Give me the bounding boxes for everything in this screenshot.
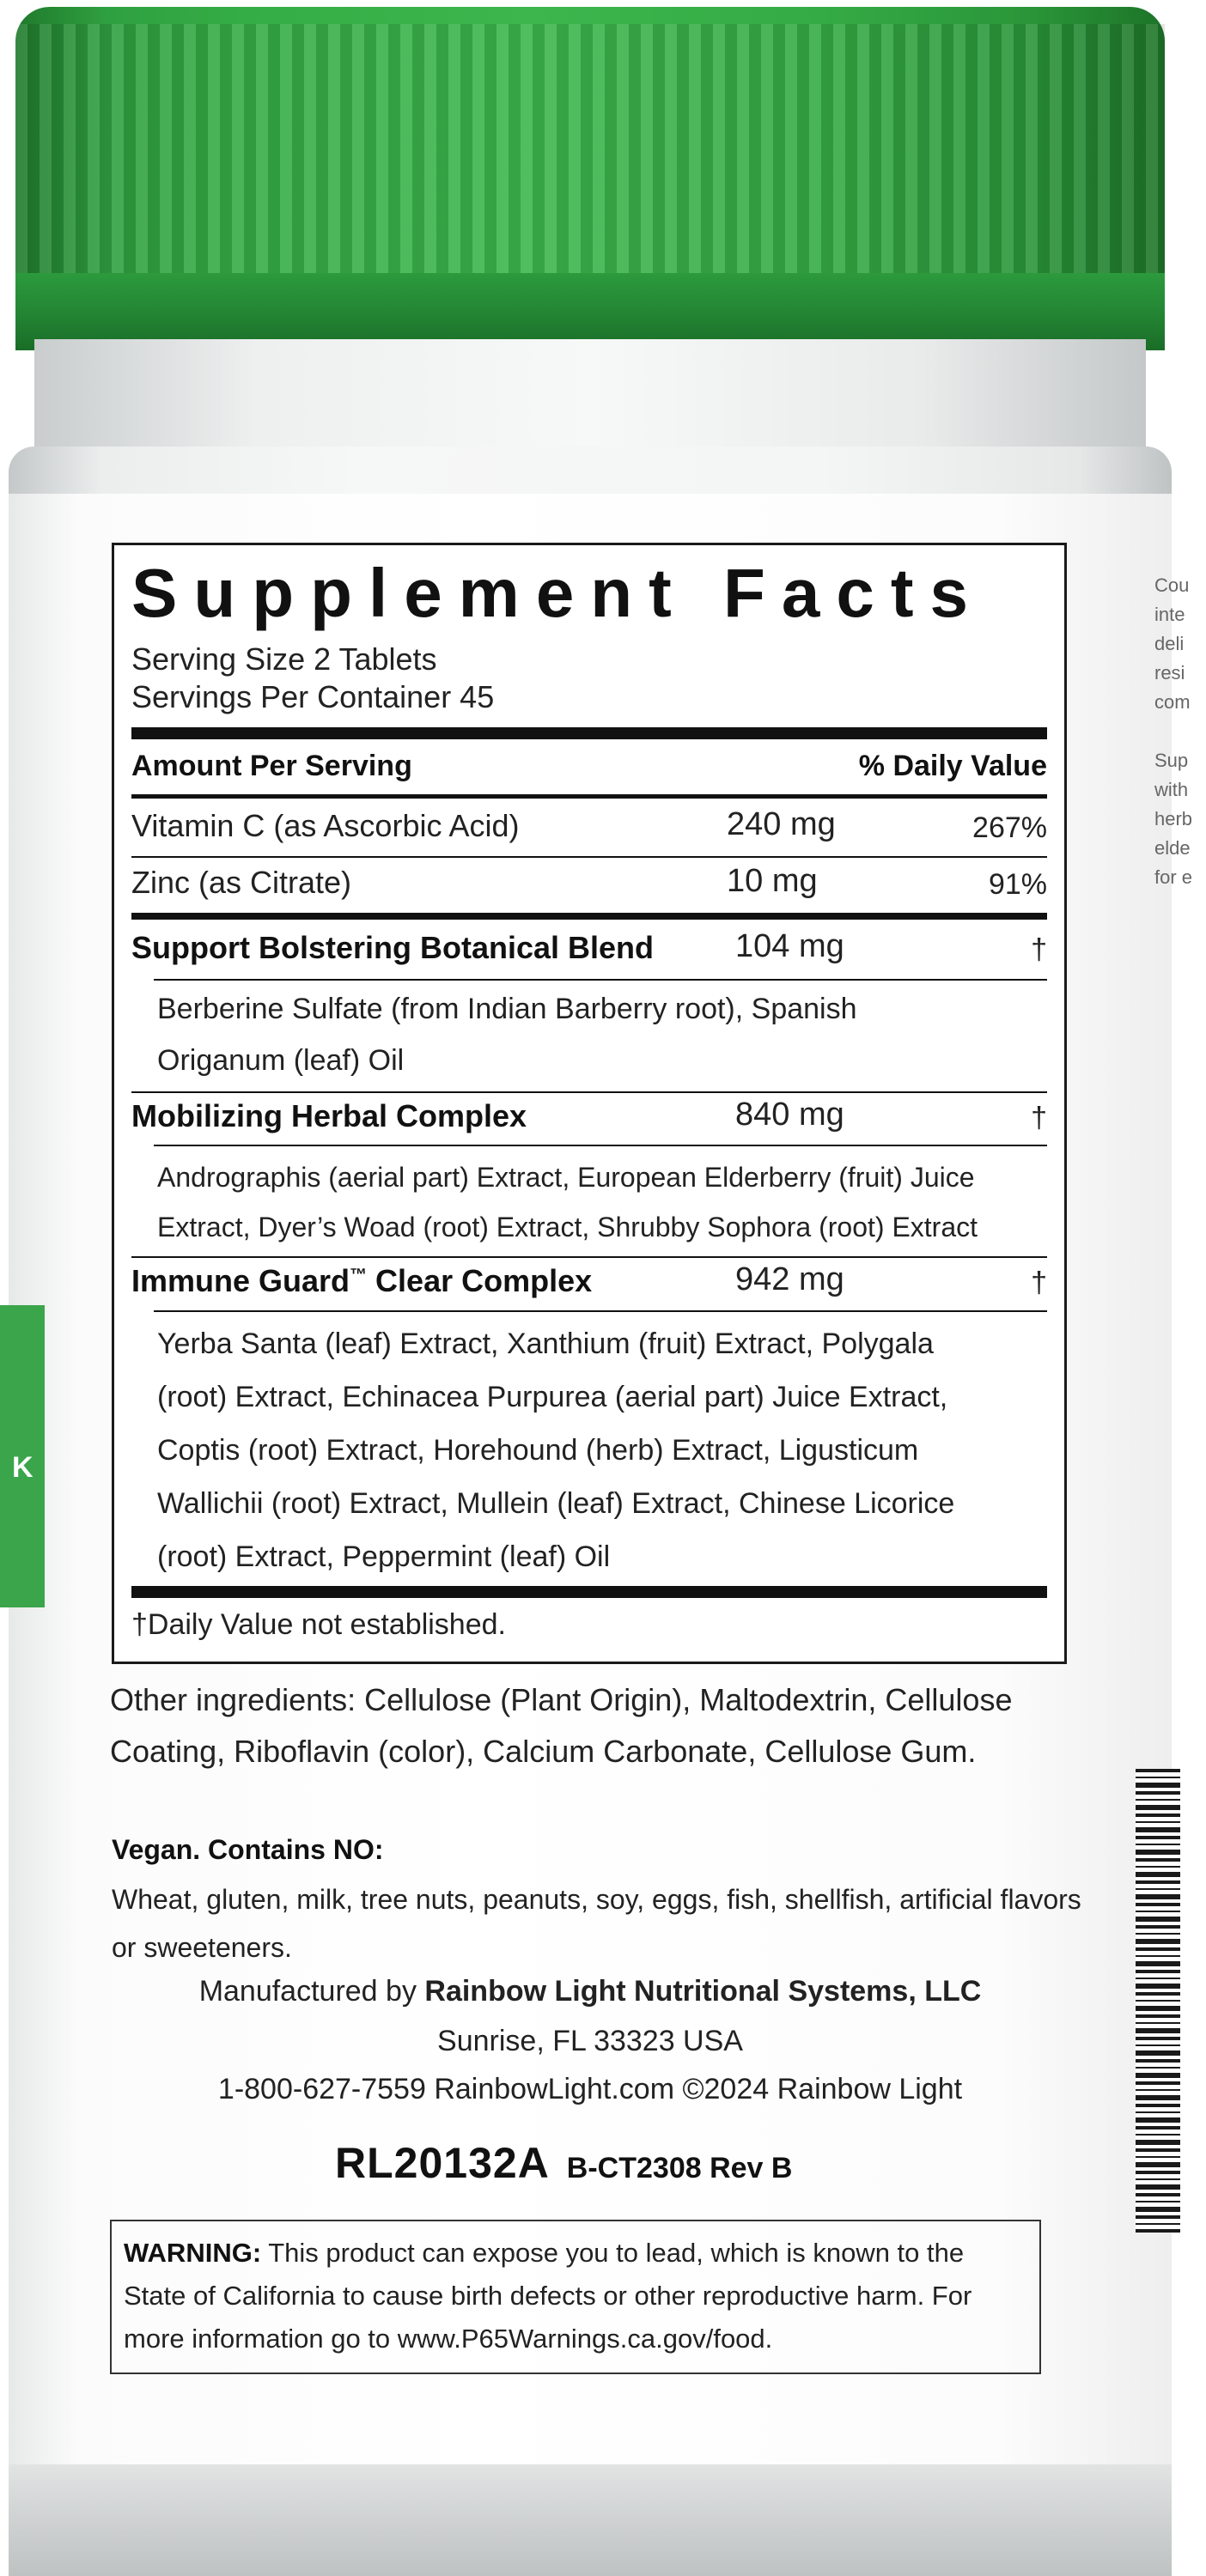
- supplement-facts-panel: [112, 543, 1067, 1664]
- servings-per-container: Servings Per Container 45: [131, 679, 495, 714]
- cap-ridges: [15, 24, 1165, 273]
- thick-rule: [131, 727, 1047, 739]
- thick-rule: [131, 1586, 1047, 1598]
- blend-ingredients: Berberine Sulfate (from Indian Barberry root), Spanish: [157, 993, 857, 1025]
- bottle-cap: [15, 7, 1165, 350]
- manufacturer-contact: 1-800-627-7559 RainbowLight.com ©2024 Rainbow Light: [217, 2073, 963, 2105]
- blend-dv: †: [1031, 933, 1047, 966]
- blend-ingredients: (root) Extract, Echinacea Purpurea (aerial part) Juice Extract,: [157, 1381, 948, 1413]
- blend-dv: †: [1031, 1267, 1047, 1299]
- nutrient-name: Zinc (as Citrate): [131, 865, 352, 900]
- thin-rule: [131, 856, 1047, 858]
- bottle-bottom: [9, 2464, 1172, 2576]
- prop65-warning: WARNING: This product can expose you to lead, which is known to the State of California to cause birth defects or other reproductive harm. For more information go to www.P65Warnings.ca.gov/food.: [110, 2220, 1041, 2374]
- thin-rule: [154, 1310, 1047, 1312]
- blend-amount: 840 mg: [735, 1097, 844, 1133]
- side-label-text-fragment: Cou inte deli resi com Sup with herb elde for e: [1154, 574, 1193, 888]
- thick-rule: [131, 913, 1047, 920]
- blend-ingredients: Origanum (leaf) Oil: [157, 1044, 405, 1077]
- nutrient-dv: 91%: [988, 868, 1047, 901]
- blend-ingredients: Yerba Santa (leaf) Extract, Xanthium (fruit) Extract, Polygala: [157, 1327, 934, 1360]
- serving-size: Serving Size 2 Tablets: [131, 641, 437, 677]
- medium-rule: [131, 794, 1047, 799]
- blend-ingredients: Andrographis (aerial part) Extract, European Elderberry (fruit) Juice: [157, 1162, 975, 1193]
- blend-ingredients: (root) Extract, Peppermint (leaf) Oil: [157, 1540, 611, 1573]
- other-ingredients: Other ingredients: Cellulose (Plant Origin), Maltodextrin, Cellulose Coating, Riboflavin (color), Calcium Carbonate, Cellulose Gum.: [110, 1682, 1013, 1769]
- blend-name: Immune Guard™ Clear Complex: [131, 1263, 593, 1298]
- panel-title: Supplement Facts: [131, 555, 985, 631]
- manufacturer-line: Manufactured by Rainbow Light Nutritional Systems, LLC: [198, 1975, 982, 2008]
- footnote: †Daily Value not established.: [131, 1608, 506, 1641]
- lot-code: RL20132A B-CT2308 Rev B: [335, 2139, 793, 2187]
- nutrient-dv: 267%: [972, 811, 1047, 844]
- blend-amount: 104 mg: [735, 928, 844, 964]
- daily-value-header: % Daily Value: [858, 750, 1047, 782]
- allergen-list: Wheat, gluten, milk, tree nuts, peanuts, soy, eggs, fish, shellfish, artificial flavors or sweeteners.: [112, 1884, 1081, 1963]
- vegan-heading: Vegan. Contains NO:: [112, 1834, 384, 1865]
- blend-name: Support Bolstering Botanical Blend: [131, 930, 655, 965]
- blend-ingredients: Extract, Dyer’s Woad (root) Extract, Shrubby Sophora (root) Extract: [157, 1212, 978, 1242]
- thin-rule: [154, 1145, 1047, 1146]
- blend-ingredients: Wallichii (root) Extract, Mullein (leaf) Extract, Chinese Licorice: [157, 1487, 955, 1520]
- manufacturer-address: Sunrise, FL 33323 USA: [437, 2025, 743, 2057]
- thin-rule: [131, 1256, 1047, 1258]
- nutrient-amount: 10 mg: [727, 863, 818, 899]
- blend-dv: †: [1031, 1102, 1047, 1134]
- nutrient-amount: 240 mg: [727, 806, 836, 842]
- thin-rule: [154, 979, 1047, 981]
- blend-name: Mobilizing Herbal Complex: [131, 1098, 527, 1133]
- blend-ingredients: Coptis (root) Extract, Horehound (herb) Extract, Ligusticum: [157, 1434, 919, 1467]
- nutrient-name: Vitamin C (as Ascorbic Acid): [131, 808, 520, 843]
- amount-header: Amount Per Serving: [131, 750, 412, 782]
- thin-rule: [131, 1091, 1047, 1093]
- blend-amount: 942 mg: [735, 1261, 844, 1297]
- brand-tab-mark: K: [12, 1451, 34, 1484]
